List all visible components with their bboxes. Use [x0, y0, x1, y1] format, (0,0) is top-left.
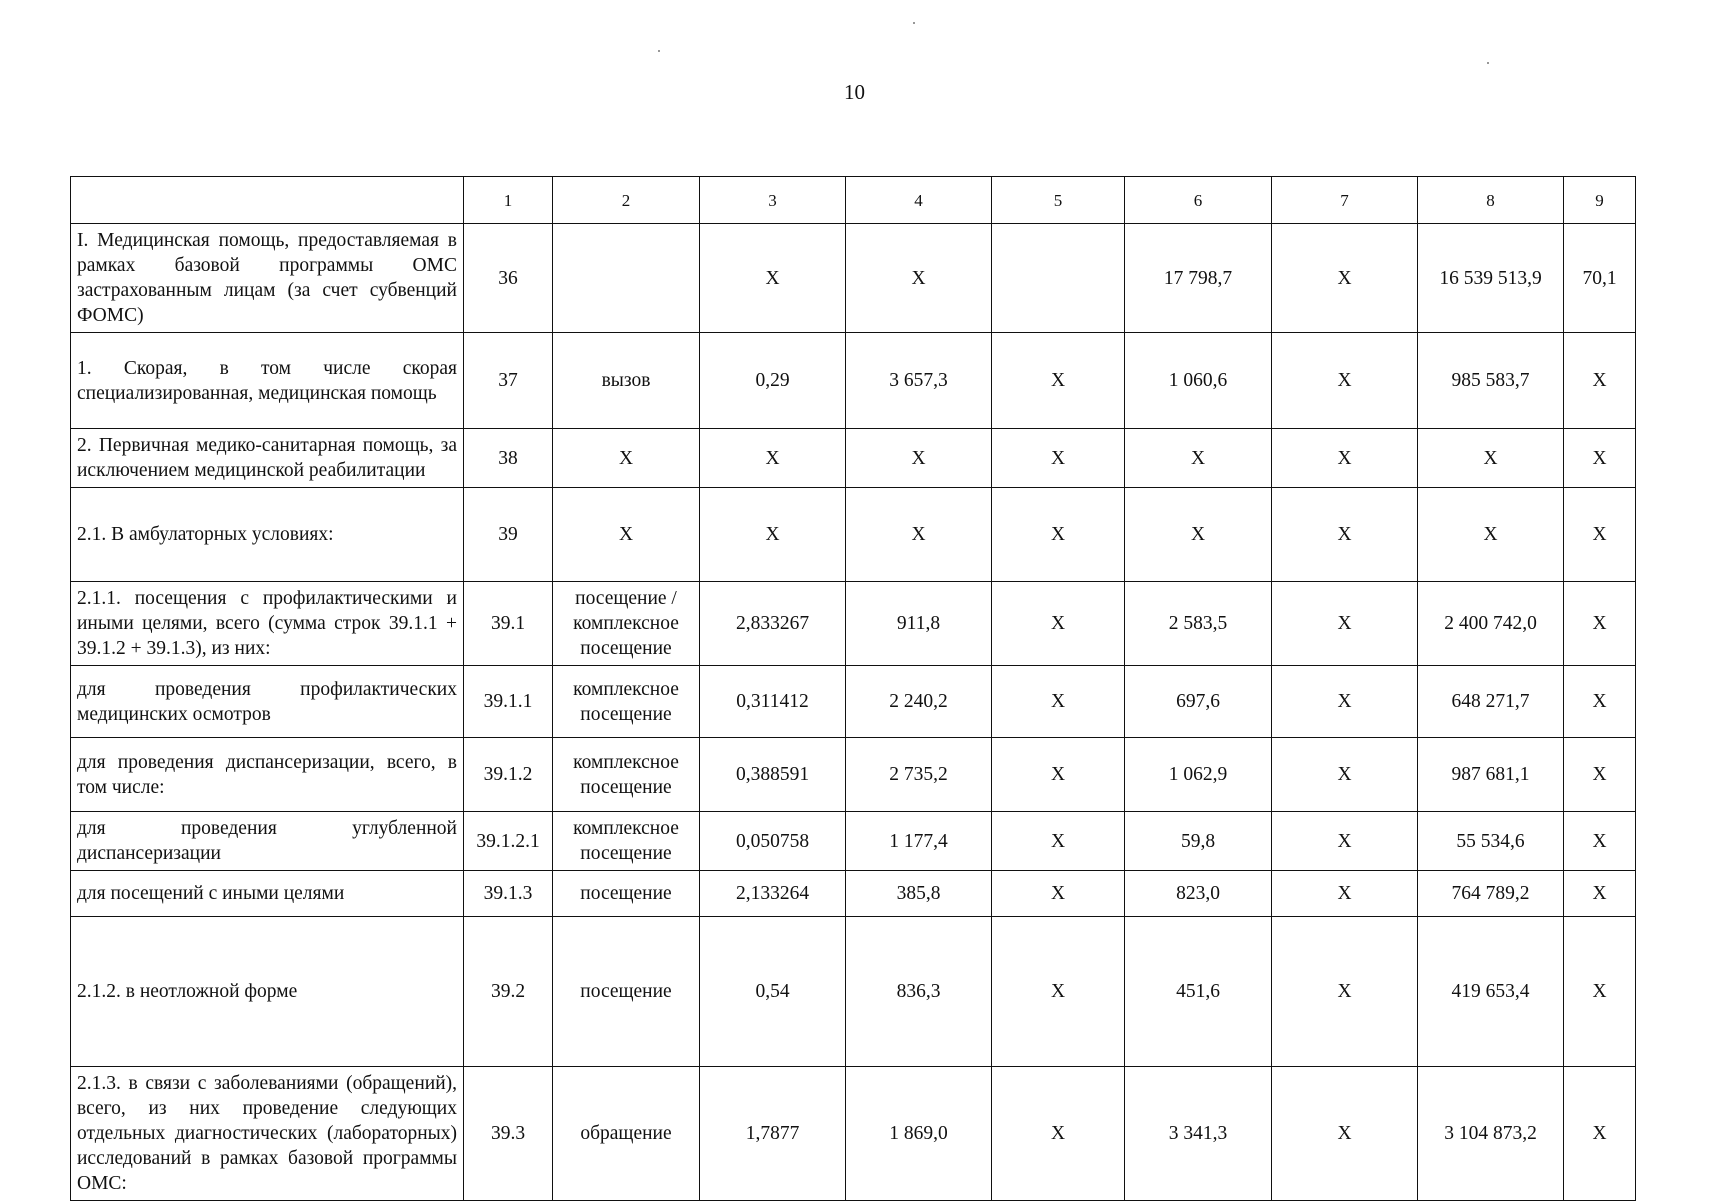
table-cell: X	[1272, 582, 1418, 666]
table-cell: X	[1125, 488, 1272, 582]
table-cell: X	[846, 224, 992, 333]
row-label: 2.1.2. в неотложной форме	[71, 917, 464, 1067]
table-cell: X	[992, 333, 1125, 429]
table-cell: X	[992, 582, 1125, 666]
column-header: 7	[1272, 177, 1418, 224]
table-cell: X	[1564, 738, 1636, 812]
column-header: 9	[1564, 177, 1636, 224]
page-number: 10	[844, 80, 865, 104]
table-cell: 823,0	[1125, 871, 1272, 917]
table-cell: 1 062,9	[1125, 738, 1272, 812]
table-row	[71, 582, 1636, 666]
column-header: 1	[464, 177, 553, 224]
unit-cell: посещение	[553, 871, 700, 917]
row-label: для проведения профилактических медицинских осмотров	[71, 666, 464, 738]
table-cell: 1 177,4	[846, 812, 992, 871]
row-number: 37	[464, 333, 553, 429]
row-label: I. Медицинская помощь, предоставляемая в рамках базовой программы ОМС застрахованным лицам (за счет субвенций ФОМС)	[71, 224, 464, 333]
table-cell: 2 400 742,0	[1418, 582, 1564, 666]
table-row	[71, 738, 1636, 812]
unit-cell: обращение	[553, 1067, 700, 1201]
table-cell: X	[1564, 871, 1636, 917]
table-cell: X	[1564, 812, 1636, 871]
table-cell: 1,7877	[700, 1067, 846, 1201]
row-label: 2.1.3. в связи с заболеваниями (обращений), всего, из них проведение следующих отдельных диагностических (лабораторных) исследований в рамках базовой программы ОМС:	[71, 1067, 464, 1201]
table-cell: X	[992, 871, 1125, 917]
scan-speck	[913, 22, 915, 24]
table-cell: 1 869,0	[846, 1067, 992, 1201]
table-row	[71, 812, 1636, 871]
row-number: 39.1.1	[464, 666, 553, 738]
table-cell: 3 104 873,2	[1418, 1067, 1564, 1201]
table-cell: X	[700, 224, 846, 333]
table-cell: 2,833267	[700, 582, 846, 666]
table-cell: X	[1272, 488, 1418, 582]
column-header: 2	[553, 177, 700, 224]
table-row	[71, 488, 1636, 582]
table-cell: 55 534,6	[1418, 812, 1564, 871]
table-cell: 2 583,5	[1125, 582, 1272, 666]
column-header: 4	[846, 177, 992, 224]
unit-cell: X	[553, 488, 700, 582]
table-cell: X	[1564, 1067, 1636, 1201]
column-header: 6	[1125, 177, 1272, 224]
table-row	[71, 224, 1636, 333]
row-label: 2. Первичная медико-санитарная помощь, за исключением медицинской реабилитации	[71, 429, 464, 488]
table-cell: 59,8	[1125, 812, 1272, 871]
table-cell: 2,133264	[700, 871, 846, 917]
table-cell: X	[1272, 333, 1418, 429]
table-cell: 985 583,7	[1418, 333, 1564, 429]
table-row	[71, 666, 1636, 738]
table-row	[71, 1067, 1636, 1201]
row-label: для посещений с иными целями	[71, 871, 464, 917]
table-cell: 0,311412	[700, 666, 846, 738]
table-cell: X	[1272, 429, 1418, 488]
unit-cell: посещение	[553, 917, 700, 1067]
table-header-row	[71, 177, 1636, 224]
table-cell: X	[1272, 738, 1418, 812]
table-row	[71, 333, 1636, 429]
table-cell: X	[1418, 429, 1564, 488]
table-cell: X	[1564, 429, 1636, 488]
table-cell: X	[1272, 224, 1418, 333]
table-cell: 764 789,2	[1418, 871, 1564, 917]
table-cell: X	[1564, 666, 1636, 738]
table-cell: X	[992, 738, 1125, 812]
table-row	[71, 917, 1636, 1067]
table-cell: 1 060,6	[1125, 333, 1272, 429]
table-cell: X	[1564, 582, 1636, 666]
unit-cell: вызов	[553, 333, 700, 429]
unit-cell	[553, 224, 700, 333]
table-cell: 836,3	[846, 917, 992, 1067]
scan-speck	[1487, 62, 1489, 64]
table-cell: X	[700, 429, 846, 488]
row-number: 36	[464, 224, 553, 333]
table-cell: 0,388591	[700, 738, 846, 812]
table-cell: 0,29	[700, 333, 846, 429]
table-cell: X	[1564, 917, 1636, 1067]
column-header: 8	[1418, 177, 1564, 224]
table-cell: X	[992, 488, 1125, 582]
table-cell: 3 657,3	[846, 333, 992, 429]
table-cell: 419 653,4	[1418, 917, 1564, 1067]
row-label: для проведения диспансеризации, всего, в том числе:	[71, 738, 464, 812]
table-cell: X	[846, 488, 992, 582]
row-label: 2.1.1. посещения с профилактическими и иными целями, всего (сумма строк 39.1.1 + 39.1.2 + 39.1.3), из них:	[71, 582, 464, 666]
table-cell: X	[1272, 917, 1418, 1067]
table-row	[71, 871, 1636, 917]
scan-speck	[658, 50, 660, 52]
table-cell: X	[846, 429, 992, 488]
table-cell: 648 271,7	[1418, 666, 1564, 738]
table-cell: X	[1272, 1067, 1418, 1201]
table-cell: 2 735,2	[846, 738, 992, 812]
row-number: 39.1.3	[464, 871, 553, 917]
row-number: 39.3	[464, 1067, 553, 1201]
table-cell: X	[1564, 488, 1636, 582]
table-cell: 987 681,1	[1418, 738, 1564, 812]
column-header: 3	[700, 177, 846, 224]
table-cell: 697,6	[1125, 666, 1272, 738]
table-cell: 0,050758	[700, 812, 846, 871]
table-cell: 17 798,7	[1125, 224, 1272, 333]
row-label: 2.1. В амбулаторных условиях:	[71, 488, 464, 582]
column-header: 5	[992, 177, 1125, 224]
table-cell: 911,8	[846, 582, 992, 666]
table-cell: X	[1564, 333, 1636, 429]
table-cell: X	[700, 488, 846, 582]
table-cell: X	[992, 917, 1125, 1067]
unit-cell: комплексное посещение	[553, 812, 700, 871]
table-cell: 0,54	[700, 917, 846, 1067]
table-cell: 16 539 513,9	[1418, 224, 1564, 333]
row-number: 39.2	[464, 917, 553, 1067]
table-cell: 3 341,3	[1125, 1067, 1272, 1201]
row-number: 39	[464, 488, 553, 582]
table-cell: X	[992, 812, 1125, 871]
row-number: 39.1.2.1	[464, 812, 553, 871]
table-cell	[992, 224, 1125, 333]
unit-cell: комплексное посещение	[553, 666, 700, 738]
table-cell: 2 240,2	[846, 666, 992, 738]
table-cell: 70,1	[1564, 224, 1636, 333]
table-cell: X	[1125, 429, 1272, 488]
table-cell: 451,6	[1125, 917, 1272, 1067]
table-cell: X	[992, 1067, 1125, 1201]
table-row	[71, 429, 1636, 488]
unit-cell: X	[553, 429, 700, 488]
table-cell: X	[1272, 666, 1418, 738]
row-label: 1. Скорая, в том числе скорая специализированная, медицинская помощь	[71, 333, 464, 429]
table-cell: X	[992, 666, 1125, 738]
row-label: для проведения углубленной диспансеризации	[71, 812, 464, 871]
table-cell: X	[992, 429, 1125, 488]
table-cell: X	[1418, 488, 1564, 582]
column-header	[71, 177, 464, 224]
data-table	[70, 176, 1636, 1201]
table-cell: X	[1272, 812, 1418, 871]
row-number: 39.1	[464, 582, 553, 666]
table-cell: 385,8	[846, 871, 992, 917]
row-number: 39.1.2	[464, 738, 553, 812]
unit-cell: посещение / комплексное посещение	[553, 582, 700, 666]
table-cell: X	[1272, 871, 1418, 917]
row-number: 38	[464, 429, 553, 488]
unit-cell: комплексное посещение	[553, 738, 700, 812]
